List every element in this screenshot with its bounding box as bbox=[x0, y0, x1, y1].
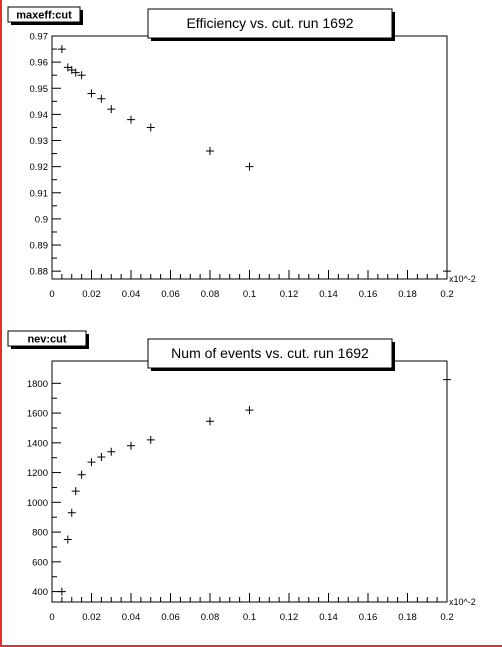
x-tick-label: 0.06 bbox=[161, 612, 180, 623]
y-tick-label: 600 bbox=[32, 557, 48, 569]
y-tick-label: 1600 bbox=[26, 408, 48, 420]
name-box-label: maxeff:cut bbox=[16, 9, 72, 22]
y-tick-label: 0.97 bbox=[29, 31, 48, 43]
x-tick-label: 0.08 bbox=[200, 612, 220, 623]
x-tick-label: 0.1 bbox=[242, 289, 257, 300]
y-tick-label: 0.94 bbox=[29, 109, 48, 121]
y-tick-label: 800 bbox=[32, 527, 48, 539]
x-exponent-label: x10^-2 bbox=[449, 274, 476, 284]
x-tick-label: 0.12 bbox=[279, 612, 299, 623]
y-tick-label: 0.96 bbox=[29, 57, 48, 69]
events-plot bbox=[8, 331, 476, 623]
x-exponent-label: x10^-2 bbox=[449, 597, 476, 607]
plot-frame bbox=[52, 36, 447, 279]
x-tick-label: 0.18 bbox=[398, 612, 417, 623]
x-tick-label: 0.14 bbox=[319, 289, 338, 300]
chart-title: Efficiency vs. cut. run 1692 bbox=[186, 15, 354, 31]
x-tick-label: 0.14 bbox=[319, 612, 338, 623]
x-tick-label: 0.02 bbox=[82, 289, 101, 300]
y-tick-label: 1000 bbox=[26, 497, 48, 509]
x-tick-label: 0 bbox=[49, 612, 55, 623]
name-box-label: nev:cut bbox=[27, 333, 67, 346]
x-tick-label: 0.04 bbox=[121, 289, 141, 300]
x-tick-label: 0.04 bbox=[121, 612, 141, 623]
y-tick-label: 0.92 bbox=[29, 162, 48, 174]
y-tick-label: 0.95 bbox=[29, 83, 48, 95]
y-tick-label: 0.91 bbox=[29, 188, 48, 200]
chart-title: Num of events vs. cut. run 1692 bbox=[171, 345, 369, 361]
x-tick-label: 0.2 bbox=[440, 289, 454, 300]
x-tick-label: 0.06 bbox=[161, 289, 180, 300]
y-tick-label: 0.9 bbox=[34, 214, 48, 226]
y-tick-label: 0.88 bbox=[29, 266, 48, 278]
x-tick-label: 0.18 bbox=[398, 289, 417, 300]
x-tick-label: 0.16 bbox=[358, 612, 378, 623]
x-tick-label: 0.08 bbox=[200, 289, 220, 300]
x-tick-label: 0.16 bbox=[358, 289, 378, 300]
y-tick-label: 0.89 bbox=[29, 240, 48, 252]
y-tick-label: 1800 bbox=[26, 378, 48, 390]
y-tick-label: 1400 bbox=[26, 438, 48, 450]
x-tick-label: 0.12 bbox=[279, 289, 299, 300]
efficiency-plot bbox=[8, 7, 476, 300]
y-tick-label: 1200 bbox=[26, 468, 48, 480]
x-tick-label: 0 bbox=[49, 289, 55, 300]
x-tick-label: 0.2 bbox=[440, 612, 454, 623]
x-tick-label: 0.1 bbox=[242, 612, 257, 623]
plot-frame bbox=[52, 361, 447, 602]
y-tick-label: 0.93 bbox=[29, 136, 48, 148]
y-tick-label: 400 bbox=[32, 587, 48, 599]
x-tick-label: 0.02 bbox=[82, 612, 101, 623]
